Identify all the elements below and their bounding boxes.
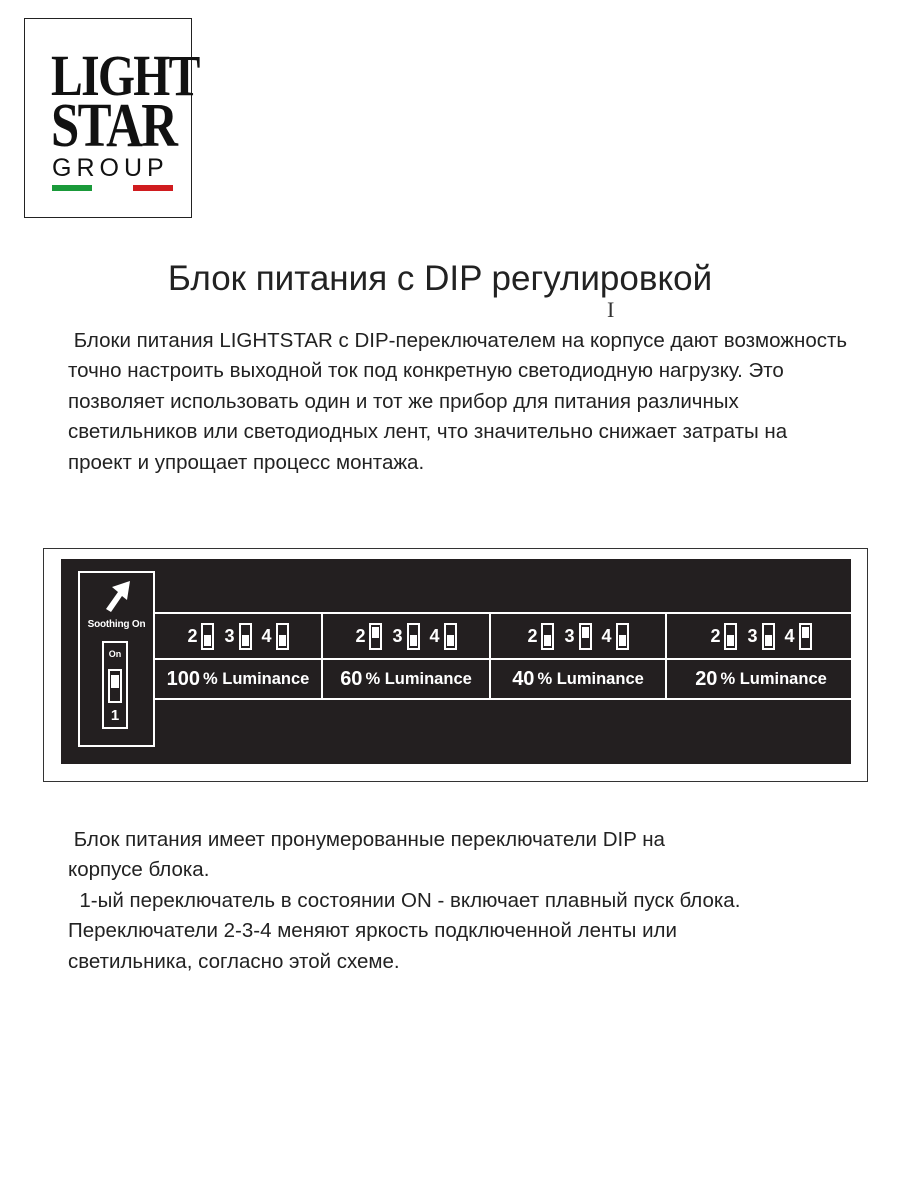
switch-number: 2 <box>527 625 538 646</box>
dip-switch-2 <box>541 623 554 650</box>
logo-text-light: LIGHT <box>51 43 199 108</box>
flag-green-stripe <box>52 185 92 191</box>
italian-flag-stripe <box>52 185 173 191</box>
luminance-row <box>155 660 321 698</box>
switch-knob <box>447 635 454 646</box>
luminance-value: 40 <box>512 667 535 690</box>
dip-switch-2 <box>201 623 214 650</box>
luminance-label: % Luminance <box>537 669 644 688</box>
luminance-column <box>323 614 491 698</box>
dip-switch-2 <box>724 623 737 650</box>
dip-switch-4 <box>799 623 812 650</box>
luminance-row <box>667 660 855 698</box>
luminance-column <box>491 614 667 698</box>
switch-knob-on <box>111 675 119 688</box>
explanation-line: Блок питания имеет пронумерованные переключатели DIP на <box>68 828 665 851</box>
dip-switch-4 <box>616 623 629 650</box>
switch-knob <box>279 635 286 646</box>
lightstar-group-logo <box>24 18 199 218</box>
intro-paragraph: Блоки питания LIGHTSTAR с DIP-переключателем на корпусе дают возможность точно настроить выходной ток под конкретную светодиодную нагрузку. Это позволяет использовать один и тот же прибор для питания различных светильников или светодиодных лент, что значительно снижает затраты на проект и упрощает процесс монтажа. <box>68 329 853 474</box>
flag-white-stripe <box>92 185 132 191</box>
dip-switch-3 <box>579 623 592 650</box>
luminance-column <box>155 614 323 698</box>
flag-red-stripe <box>133 185 173 191</box>
switch-on-label: On <box>108 649 122 659</box>
arrow-up-icon <box>103 579 133 613</box>
switch-number: 3 <box>747 625 758 646</box>
dip-switch-3 <box>762 623 775 650</box>
dip-switch-row <box>323 614 489 660</box>
dip-switch-3 <box>407 623 420 650</box>
switch-knob <box>765 635 772 646</box>
explanation-line: Переключатели 2-3-4 меняют яркость подключенной ленты или <box>68 919 677 943</box>
switch-knob <box>410 635 417 646</box>
switch-number: 4 <box>429 625 440 646</box>
luminance-value: 60 <box>340 667 363 690</box>
switch-number: 3 <box>392 625 403 646</box>
page-title: Блок питания с DIP регулировкой <box>167 259 713 298</box>
switch-number: 4 <box>601 625 612 646</box>
luminance-column <box>667 614 855 698</box>
logo-text-group: GROUP <box>52 154 169 182</box>
luminance-value: 20 <box>695 667 718 690</box>
switch-number: 2 <box>710 625 721 646</box>
explanation-line: 1-ый переключатель в состоянии ON - включает плавный пуск блока. <box>68 888 741 912</box>
switch-knob <box>544 635 551 646</box>
switch-number: 2 <box>187 625 198 646</box>
luminance-label: % Luminance <box>365 669 472 688</box>
switch-number: 4 <box>261 625 272 646</box>
explanation-line: корпусе блока. <box>68 858 210 882</box>
switch-knob <box>204 635 211 646</box>
switch-number: 3 <box>224 625 235 646</box>
switch-knob <box>727 635 734 646</box>
dip-switch-diagram <box>61 559 851 764</box>
dip-switch-4 <box>276 623 289 650</box>
switch-knob <box>372 627 379 638</box>
soothing-on-label: Soothing On <box>87 619 146 630</box>
luminance-value: 100 <box>166 667 200 690</box>
text-cursor-icon: I <box>607 297 615 322</box>
explanation-paragraph <box>68 825 848 977</box>
switch-number-1: 1 <box>110 707 120 724</box>
luminance-label: % Luminance <box>203 669 310 688</box>
dip-switch-row <box>155 614 321 660</box>
switch-knob <box>582 627 589 638</box>
dip-switch-row <box>491 614 665 660</box>
dip-switch-row <box>667 614 855 660</box>
luminance-row <box>323 660 489 698</box>
soothing-switch-block <box>78 571 155 747</box>
luminance-table <box>155 612 857 700</box>
explanation-line: светильника, согласно этой схеме. <box>68 949 400 973</box>
dip-switch-4 <box>444 623 457 650</box>
luminance-row <box>491 660 665 698</box>
logo-text-star: STAR <box>51 92 177 160</box>
soothing-dip-switch <box>102 641 128 729</box>
switch-knob <box>242 635 249 646</box>
dip-switch-3 <box>239 623 252 650</box>
switch-knob <box>619 635 626 646</box>
luminance-label: % Luminance <box>720 669 827 688</box>
dip-switch-2 <box>369 623 382 650</box>
switch-number: 4 <box>784 625 795 646</box>
switch-knob <box>802 627 809 638</box>
switch-number: 3 <box>564 625 575 646</box>
switch-number: 2 <box>355 625 366 646</box>
switch-knob-frame <box>108 669 122 703</box>
